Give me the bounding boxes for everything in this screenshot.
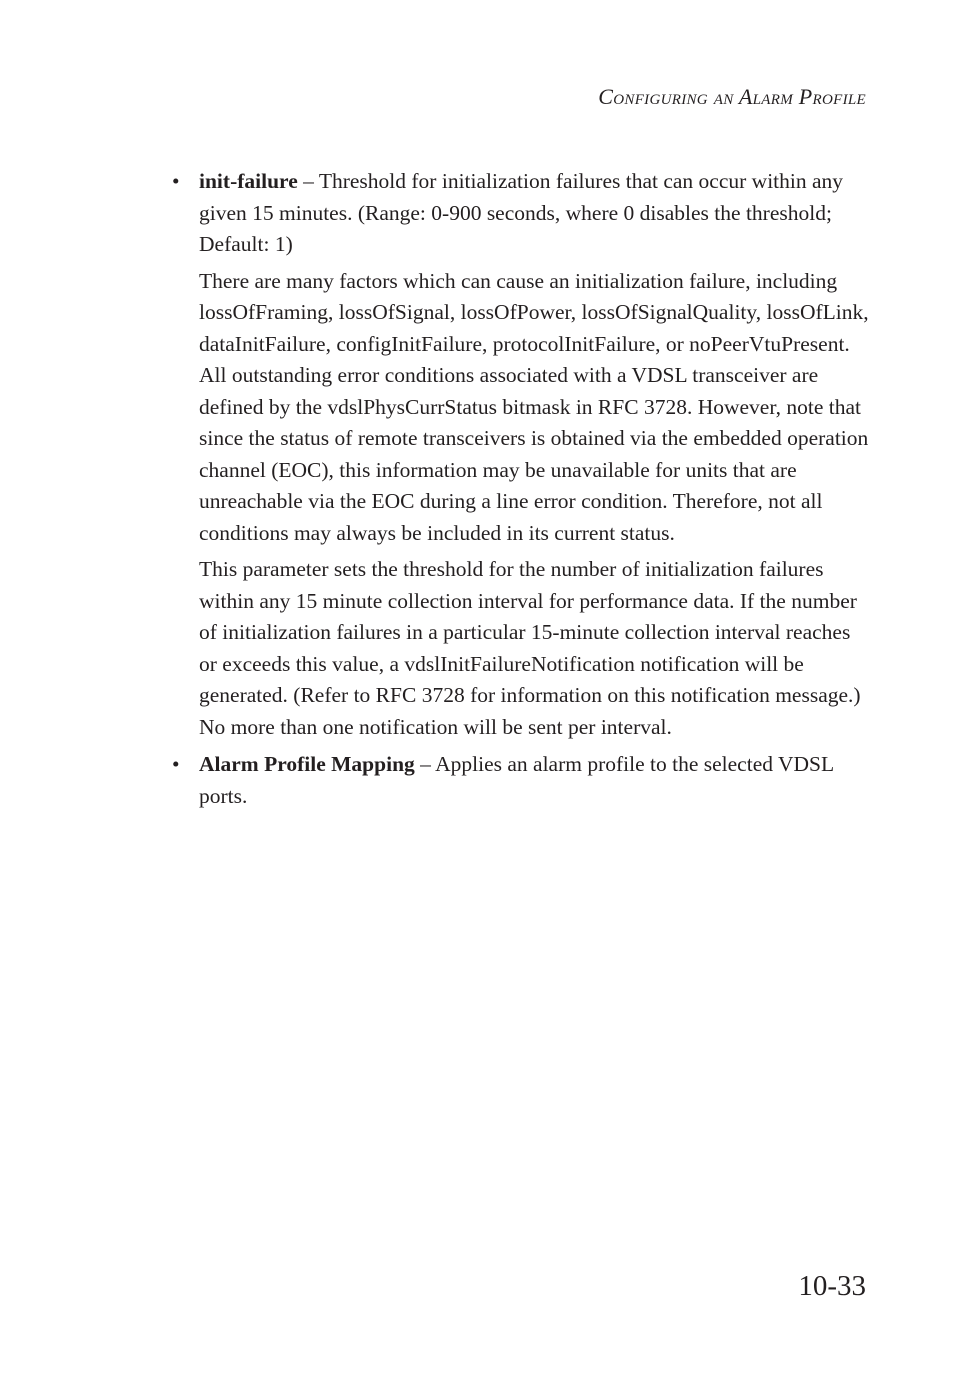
bullet-mark: •: [172, 169, 180, 193]
page-body: [172, 166, 872, 818]
item-paragraph: There are many factors which can cause an initialization failure, including lossOfFraming, lossOfSignal, lossOfPower, lossOfSignalQuality, lossOfLink, dataInitFailure, configInitFailure, protocolInitFailure, or noPeerVtuPresent. All outstanding error conditions associated with a VDSL transceiver are defined by the vdslPhysCurrStatus bitmask in RFC 3728. However, note that since the status of remote transceivers is obtained via the embedded operation channel (EOC), this information may be unavailable for units that are unreachable via the EOC during a line error condition. Therefore, not all conditions may always be included in its current status.: [199, 268, 869, 545]
item-description: – Threshold for initialization failures that can occur within any given 15 minutes. (Range: 0-900 seconds, where 0 disables the threshold; Default: 1): [199, 169, 844, 256]
item-name: Alarm Profile Mapping: [199, 752, 415, 776]
bullet-item-alarm-profile-mapping: [172, 749, 872, 812]
item-lead-paragraph: [199, 749, 872, 812]
item-description: – Applies an alarm profile to the selected VDSL ports.: [199, 752, 834, 808]
item-lead-paragraph: [199, 166, 872, 261]
running-header: Configuring an Alarm Profile: [598, 84, 866, 109]
item-name: init-failure: [199, 169, 298, 193]
page-number: 10-33: [798, 1270, 866, 1302]
bullet-mark: •: [172, 752, 180, 776]
bullet-item-init-failure: [172, 166, 872, 743]
item-paragraph: This parameter sets the threshold for the number of initialization failures within any 15 minute collection interval for performance data. If the number of initialization failures in a particular 15-minute collection interval reaches or exceeds this value, a vdslInitFailureNotification notification will be generated. (Refer to RFC 3728 for information on this notification message.) No more than one notification will be sent per interval.: [199, 557, 861, 739]
